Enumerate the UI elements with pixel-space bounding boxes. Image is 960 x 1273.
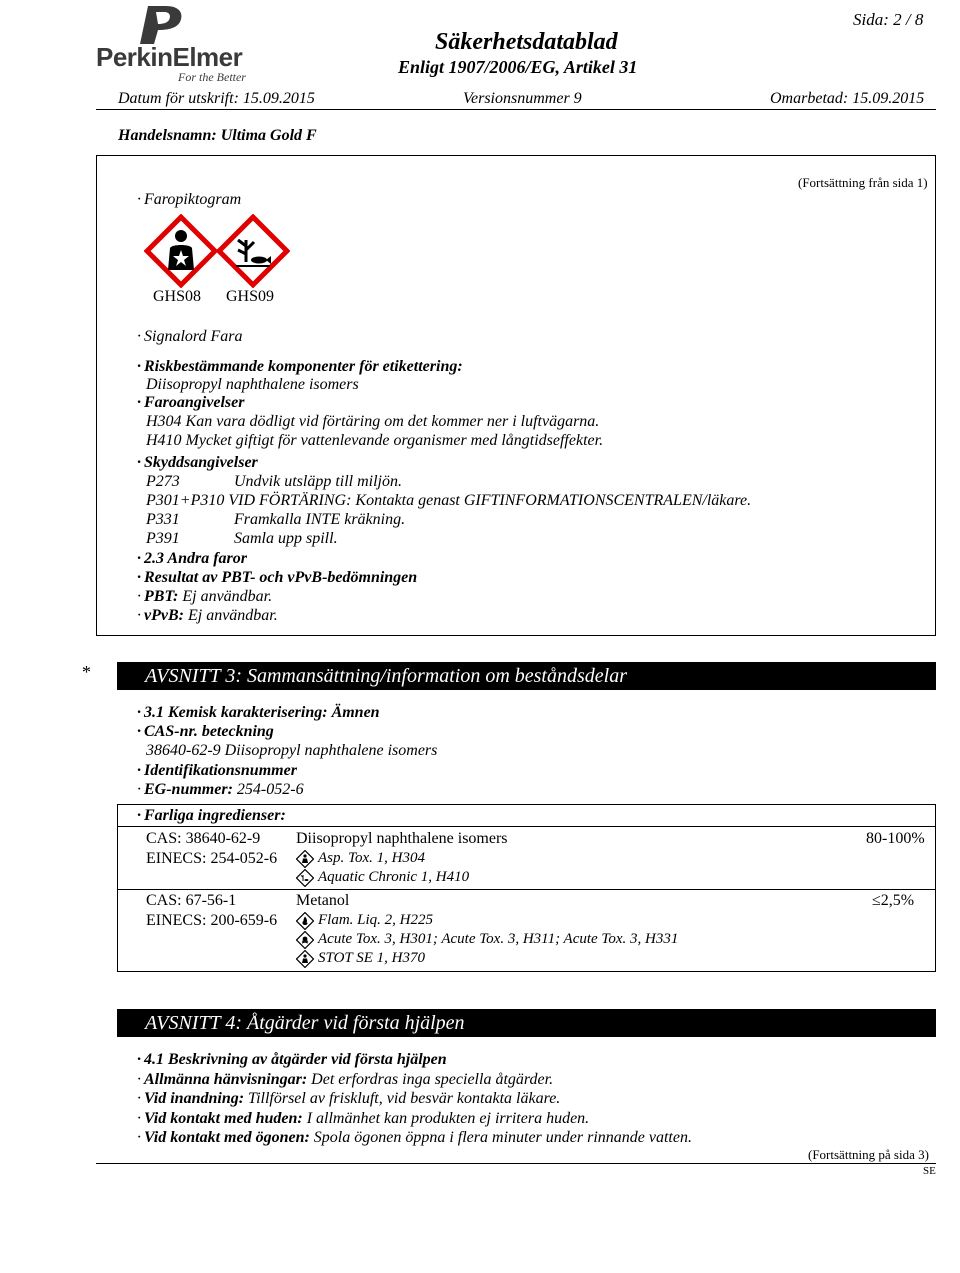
chem-characterisation: · 3.1 Kemisk karakterisering: Ämnen <box>137 704 380 721</box>
ingredient-concentration: ≤2,5% <box>872 892 915 909</box>
precaution-heading: · Skyddsangivelser <box>137 454 258 471</box>
ingredient-classification: Asp. Tox. 1, H304 <box>296 849 425 868</box>
health-hazard-icon <box>144 214 218 288</box>
precaution-row: P331 Framkalla INTE kräkning. <box>146 511 406 528</box>
precaution-row: P273 Undvik utsläpp till miljön. <box>146 473 402 490</box>
ingredient-concentration: 80-100% <box>866 830 925 847</box>
cas-heading: · CAS-nr. beteckning <box>137 723 274 740</box>
health-hazard-icon <box>296 850 314 868</box>
pictogram-ghs08 <box>144 214 218 288</box>
document-subtitle: Enligt 1907/2006/EG, Artikel 31 <box>398 57 638 77</box>
ingredients-row-divider <box>117 889 936 890</box>
eg-number: · EG-nummer: 254-052-6 <box>137 781 304 798</box>
section-4-heading: AVSNITT 4: Åtgärder vid första hjälpen <box>117 1009 936 1037</box>
health-hazard-icon <box>296 950 314 968</box>
hazard-statements-heading: · Faroangivelser <box>137 394 245 411</box>
ingredient-classification: Acute Tox. 3, H301; Acute Tox. 3, H311; Acute Tox. 3, H331 <box>296 930 678 949</box>
ingredient-classification: Aquatic Chronic 1, H410 <box>296 868 469 887</box>
ingredient-classification: Flam. Liq. 2, H225 <box>296 911 433 930</box>
first-aid-description: · 4.1 Beskrivning av åtgärder vid första hjälpen <box>137 1051 447 1068</box>
ingredient-einecs: EINECS: 200-659-6 <box>146 912 278 929</box>
pictogram-label-ghs08: GHS08 <box>153 288 202 305</box>
other-hazards-heading: · 2.3 Andra faror <box>137 550 247 567</box>
flame-icon <box>296 912 314 930</box>
hazard-statement: H410 Mycket giftigt för vattenlevande organismer med långtidseffekter. <box>146 432 604 449</box>
environment-icon <box>296 869 314 887</box>
pictogram-label-ghs09: GHS09 <box>226 288 275 305</box>
header-divider <box>96 109 936 110</box>
risk-components-value: Diisopropyl naphthalene isomers <box>146 376 359 393</box>
ingredient-einecs: EINECS: 254-052-6 <box>146 850 278 867</box>
first-aid-item: · Vid kontakt med ögonen: Spola ögonen öppna i flera minuter under rinnande vatten. <box>137 1129 692 1146</box>
first-aid-item: · Vid kontakt med huden: I allmänhet kan produkten ej irritera huden. <box>137 1110 590 1127</box>
faropiktogram-label: · Faropiktogram <box>137 191 242 208</box>
trade-name: Handelsnamn: Ultima Gold F <box>118 127 317 144</box>
risk-components-heading: · Riskbestämmande komponenter för etikettering: <box>137 358 463 375</box>
pictogram-ghs09 <box>216 214 290 288</box>
precaution-row: P391 Samla upp spill. <box>146 530 338 547</box>
hazard-statement: H304 Kan vara dödligt vid förtäring om det kommer ner i luftvägarna. <box>146 413 600 430</box>
document-title: Säkerhetsdatablad <box>435 29 618 55</box>
version-number: Versionsnummer 9 <box>463 90 582 107</box>
section-3-heading: AVSNITT 3: Sammansättning/information om beståndsdelar <box>117 662 936 690</box>
print-date: Datum för utskrift: 15.09.2015 <box>118 90 315 107</box>
ingredient-classification: STOT SE 1, H370 <box>296 949 425 968</box>
precaution-row: P301+P310 VID FÖRTÄRING: Kontakta genast GIFTINFORMATIONSCENTRALEN/läkare. <box>146 492 752 509</box>
vpvb-line: · vPvB: Ej användbar. <box>137 607 278 624</box>
logo-tagline: For the Better <box>178 70 246 84</box>
ingredient-name: Metanol <box>296 892 350 909</box>
ingredients-heading: · Farliga ingredienser: <box>137 807 286 824</box>
pbt-line: · PBT: Ej användbar. <box>137 588 273 605</box>
revision-marker: * <box>82 662 91 682</box>
signal-word: · Signalord Fara <box>137 328 243 345</box>
logo-mark-icon <box>136 4 196 46</box>
company-logo <box>96 4 266 84</box>
environment-icon <box>216 214 290 288</box>
identification-heading: · Identifikationsnummer <box>137 762 297 779</box>
cas-value: 38640-62-9 Diisopropyl naphthalene isomers <box>146 742 438 759</box>
page-number: Sida: 2 / 8 <box>853 10 924 29</box>
logo-brand: PerkinElmer <box>96 42 243 72</box>
footer-divider <box>96 1163 936 1164</box>
continued-to: (Fortsättning på sida 3) <box>808 1147 929 1162</box>
revised-date: Omarbetad: 15.09.2015 <box>770 90 925 107</box>
first-aid-item: · Vid inandning: Tillförsel av friskluft, vid besvär kontakta läkare. <box>137 1090 561 1107</box>
continued-from: (Fortsättning från sida 1) <box>798 175 928 190</box>
ingredient-name: Diisopropyl naphthalene isomers <box>296 830 508 847</box>
pbt-results-heading: · Resultat av PBT- och vPvB-bedömningen <box>137 569 418 586</box>
ingredient-cas: CAS: 38640-62-9 <box>146 830 261 847</box>
skull-icon <box>296 931 314 949</box>
first-aid-item: · Allmänna hänvisningar: Det erfordras inga speciella åtgärder. <box>137 1071 554 1088</box>
language-code: SE <box>923 1165 936 1177</box>
ingredients-header-divider <box>117 826 936 827</box>
ingredient-cas: CAS: 67-56-1 <box>146 892 237 909</box>
